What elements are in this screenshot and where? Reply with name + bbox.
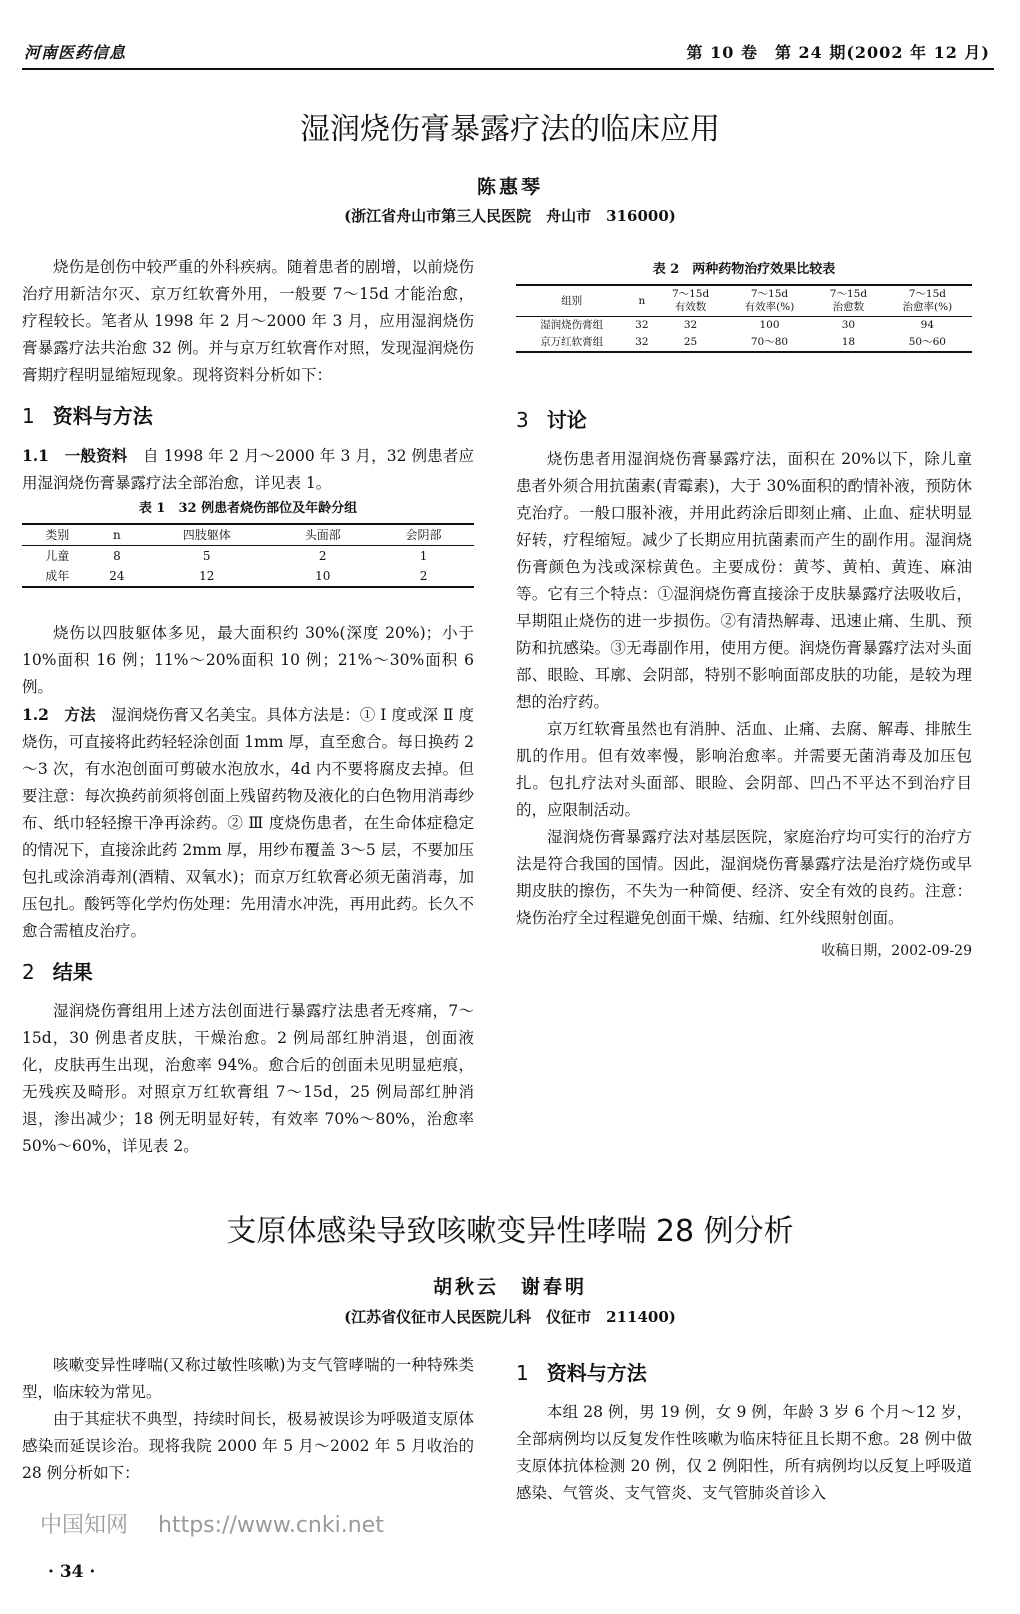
table-cell: 18 — [841, 336, 856, 348]
section-number: 2 — [22, 960, 35, 984]
table-header-cell: 7～15d 有效率(%) — [744, 288, 795, 313]
article1-section3-heading — [516, 407, 972, 434]
article1-section2-heading — [22, 959, 474, 986]
section-number: 1 — [516, 1361, 529, 1385]
table-cell: 24 — [109, 569, 125, 583]
article1-author: 陈惠琴 — [476, 176, 543, 198]
table-cell: 94 — [920, 319, 935, 331]
table-row — [22, 546, 474, 567]
table-cell: 32 — [635, 336, 649, 348]
section-number: 3 — [516, 408, 529, 432]
section-number: 1 — [22, 404, 35, 428]
subsection-text: 自 1998 年 2 月～2000 年 3 月，32 例患者应用湿润烧伤膏暴露疗法全部治愈，详见表 1。 — [22, 447, 474, 492]
watermark-logo-text: 中国知网 — [40, 1513, 129, 1538]
received-date: 收稿日期，2002-09-29 — [821, 943, 972, 959]
table-cell: 2 — [419, 569, 428, 583]
table-header-cell: 会阴部 — [405, 528, 442, 542]
section-title: 讨论 — [546, 408, 587, 432]
article2-paragraph-1: 咳嗽变异性哮喘(又称过敏性咳嗽)为支气管哮喘的一种特殊类型，临床较为常见。 — [22, 1356, 474, 1401]
article1-right-column — [516, 254, 972, 965]
table-cell: 12 — [199, 569, 215, 583]
discussion-paragraph-2: 京万红软膏虽然也有消肿、活血、止痛、去腐、解毒、排脓生肌的作用。但有效率慢，影响治愈率。并需要无菌消毒及加压包扎。包扎疗法对头面部、眼睑、会阴部、凹凸不平达不到治疗目的，应限制活动。 — [516, 720, 972, 819]
table-header-row — [516, 285, 972, 317]
page-number: · 34 · — [48, 1562, 96, 1582]
results-paragraph: 湿润烧伤膏组用上述方法创面进行暴露疗法患者无疼痛，7～15d，30 例患者皮肤，干燥治愈。2 例局部红肿消退，创面液化，皮肤再生出现，治愈率 94%。愈合后的创面未见明显疤痕，无残疾及畸形。对照京万红软膏组 7～15d，25 例局部红肿消退，渗出减少；18 例无明显好转，有效率 70%～80%，治愈率 50%～60%，详见表 2。 — [22, 1002, 474, 1155]
table2 — [516, 284, 972, 353]
article1-intro: 烧伤是创伤中较严重的外科疾病。随着患者的剧增，以前烧伤治疗用新洁尔灭、京万红软膏外用，一般要 7～15d 才能治愈，疗程较长。笔者从 1998 年 2 月～2000 年 3 月，应用湿润烧伤膏暴露疗法共治愈 32 例。并与京万红软膏作对照，发现湿润烧伤膏期疗程明显缩短现象。现将资料分析如下： — [22, 258, 474, 384]
header-rule — [22, 68, 994, 70]
subsection-text: 湿润烧伤膏又名美宝。具体方法是：① Ⅰ 度或深 Ⅱ 度烧伤，可直接将此药轻轻涂创面 1mm 厚，直至愈合。每日换药 2～3 次，有水泡创面可剪破水泡放水，4d 内不要将腐皮去掉。但要注意：每次换药前须将创面上残留药物及液化的白色物用消毒纱布、纸巾轻轻擦干净再涂药。② Ⅲ 度烧伤患者，在生命体症稳定的情况下，直接涂此药 2mm 厚，用纱布覆盖 3～5 层，不要加压包扎或涂消毒剂(酒精、双氧水)；而京万红软膏必须无菌消毒，加压包扎。酸钙等化学灼伤处理：先用清水冲洗，再用此药。长久不愈合需植皮治疗。 — [22, 706, 474, 940]
watermark-url[interactable]: https://www.cnki.net — [158, 1513, 384, 1538]
table-cell: 2 — [318, 549, 327, 563]
journal-name: 河南医药信息 — [24, 43, 127, 62]
article2-paragraph-2: 由于其症状不典型，持续时间长，极易被误诊为呼吸道支原体感染而延误诊治。现将我院 2000 年 5 月～2002 年 5 月收治的 28 例分析如下： — [22, 1410, 474, 1482]
section-title: 结果 — [52, 960, 93, 984]
article2-affiliation: (江苏省仪征市人民医院儿科 仪征市 211400) — [344, 1308, 676, 1326]
table1-caption: 表 1 32 例患者烧伤部位及年龄分组 — [138, 501, 358, 516]
table-cell: 儿童 — [45, 549, 70, 563]
table-header-cell: 7～15d 治愈率(%) — [902, 288, 953, 313]
table-cell: 25 — [683, 336, 698, 348]
article2-left-column — [22, 1352, 474, 1487]
table-header-cell: 头面部 — [304, 528, 341, 542]
table-header-cell: 类别 — [45, 528, 70, 542]
table-cell: 京万红软膏组 — [540, 336, 604, 348]
article1-section1-heading — [22, 403, 474, 430]
article1-affiliation: (浙江省舟山市第三人民医院 舟山市 316000) — [344, 207, 676, 225]
table-row — [22, 566, 474, 587]
article2-right-column — [516, 1356, 972, 1507]
table-header-cell: 7～15d 有效数 — [671, 288, 710, 313]
table-header-cell: n — [638, 294, 646, 307]
table1 — [22, 523, 474, 588]
article1-title: 湿润烧伤膏暴露疗法的临床应用 — [300, 112, 720, 147]
table-cell: 32 — [683, 319, 698, 331]
article2-title: 支原体感染导致咳嗽变异性哮喘 28 例分析 — [226, 1214, 794, 1249]
table-header-cell: 四肢躯体 — [182, 528, 231, 542]
section-1-2 — [22, 701, 474, 945]
table-header-cell: n — [113, 528, 121, 542]
table-cell: 10 — [315, 569, 331, 583]
table-cell: 湿润烧伤膏组 — [540, 319, 604, 331]
table-header-cell: 组别 — [561, 294, 583, 307]
table-header-cell: 7～15d 治愈数 — [829, 288, 868, 313]
table-cell: 5 — [202, 549, 211, 563]
table-cell: 50～60 — [908, 336, 946, 348]
discussion-paragraph-1: 烧伤患者用湿润烧伤膏暴露疗法，面积在 20%以下，除儿童患者外须合用抗菌素(青霉素)，大于 30%面积的酌情补液，预防休克治疗。一般口服补液，并用此药涂后即刻止痛、止血、症状明显好转，疗程缩短。减少了长期应用抗菌素而产生的副作用。湿润烧伤膏颜色为浅或深棕黄色。主要成份：黄芩、黄柏、黄连、麻油等。它有三个特点：①湿润烧伤膏直接涂于皮肤暴露疗法吸收后，早期阻止烧伤的进一步损伤。②有清热解毒、迅速止痛、生肌、预防和抗感染。③无毒副作用，使用方便。润烧伤膏暴露疗法对头面部、眼睑、耳廓、会阴部，特别不影响面部皮肤的功能，是较为理想的治疗药。 — [516, 450, 972, 711]
burn-area-paragraph: 烧伤以四肢躯体多见，最大面积约 30%(深度 20%)；小于 10%面积 16 例；11%～20%面积 10 例；21%～30%面积 6 例。 — [22, 624, 474, 696]
table-cell: 100 — [759, 319, 780, 331]
table-cell: 1 — [419, 549, 428, 563]
table-header-row — [22, 524, 474, 546]
table-cell: 8 — [113, 549, 121, 563]
table-cell: 32 — [635, 319, 649, 331]
section-1-1 — [22, 442, 474, 497]
section-title: 资料与方法 — [52, 404, 153, 428]
table-cell: 成年 — [45, 569, 70, 583]
table-row — [516, 317, 972, 335]
article2-paragraph-3: 本组 28 例，男 19 例，女 9 例，年龄 3 岁 6 个月～12 岁，全部病例均以反复发作性咳嗽为临床特征且长期不愈。28 例中做支原体抗体检测 20 例，仅 2 例阳性，所有病例均以反复上呼吸道感染、气管炎、支气管炎、支气管肺炎首诊入 — [516, 1403, 972, 1502]
issue-info: 第 10 卷 第 24 期(2002 年 12 月) — [686, 43, 990, 62]
subsection-label: 1.2 方法 — [22, 705, 96, 724]
table-cell: 30 — [841, 319, 856, 331]
article2-section1-heading — [516, 1360, 972, 1387]
subsection-label: 1.1 一般资料 — [22, 446, 128, 465]
table2-caption: 表 2 两种药物治疗效果比较表 — [652, 262, 836, 277]
table-row — [516, 334, 972, 352]
discussion-paragraph-3: 湿润烧伤膏暴露疗法对基层医院，家庭治疗均可实行的治疗方法是符合我国的国情。因此，湿润烧伤膏暴露疗法是治疗烧伤或早期皮肤的擦伤，不失为一种简便、经济、安全有效的良药。注意：烧伤治疗全过程避免创面干燥、结痂、红外线照射创面。 — [516, 828, 972, 927]
article2-authors: 胡秋云 谢春明 — [432, 1276, 587, 1298]
table-cell: 70～80 — [750, 336, 789, 348]
article1-left-column — [22, 254, 474, 1160]
section-title: 资料与方法 — [546, 1361, 647, 1385]
cnki-watermark — [40, 1508, 384, 1539]
